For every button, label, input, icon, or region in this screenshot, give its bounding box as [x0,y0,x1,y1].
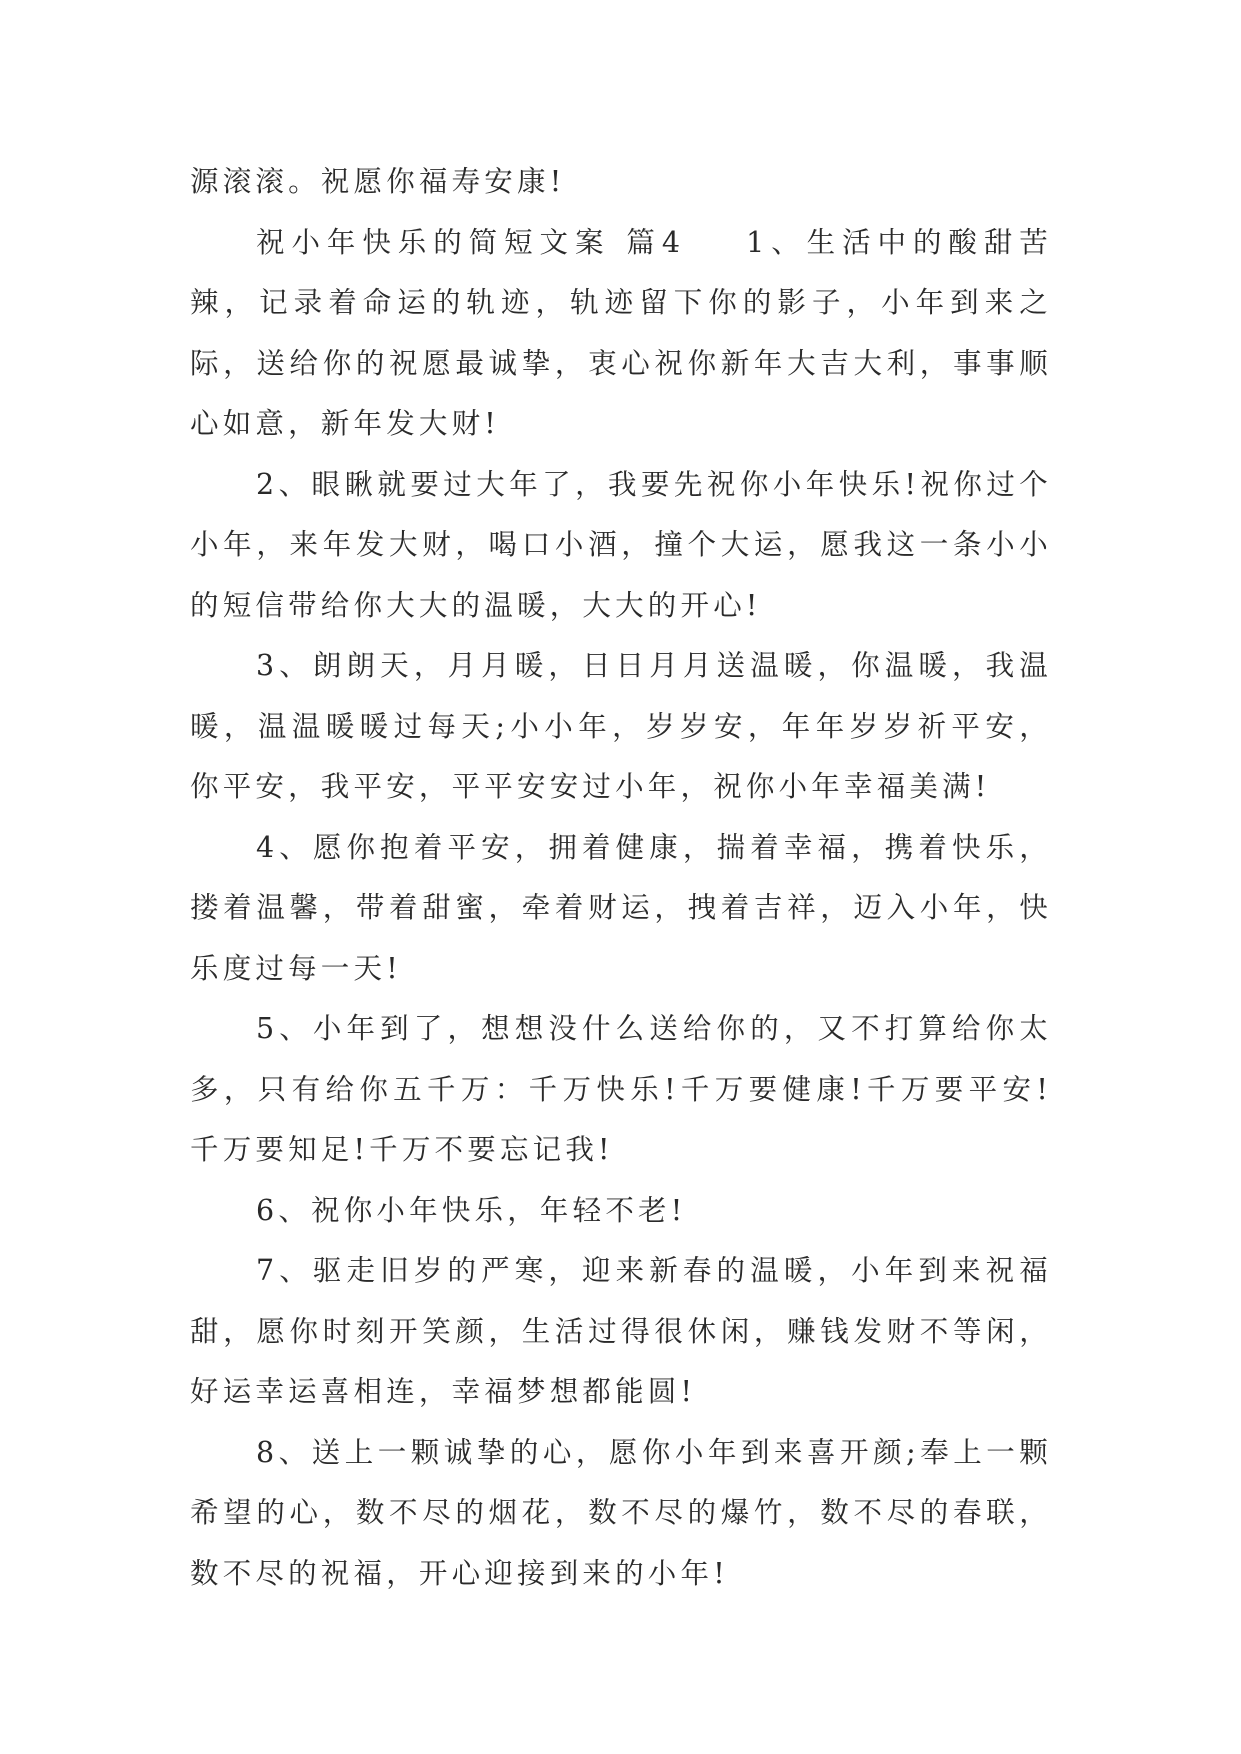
document-body [190,152,1052,1604]
paragraph-item-4 [190,818,1052,1000]
paragraph-item-7 [190,1241,1052,1423]
paragraph-item-3 [190,636,1052,818]
paragraph-text: 5、小年到了，想想没什么送给你的，又不打算给你太多，只有给你五千万：千万快乐!千万要健康!千万要平安!千万要知足!千万不要忘记我! [190,1012,1052,1166]
paragraph-text: 4、愿你抱着平安，拥着健康，揣着幸福，携着快乐，搂着温馨，带着甜蜜，牵着财运，拽着吉祥，迈入小年，快乐度过每一天! [190,830,1052,985]
paragraph-text: 8、送上一颗诚挚的心，愿你小年到来喜开颜;奉上一颗希望的心，数不尽的烟花，数不尽的爆竹，数不尽的春联，数不尽的祝福，开心迎接到来的小年! [190,1435,1052,1590]
paragraph-text: 3、朗朗天，月月暖，日日月月送温暖，你温暖，我温暖，温温暖暖过每天;小小年，岁岁安，年年岁岁祈平安，你平安，我平安，平平安安过小年，祝你小年幸福美满! [190,649,1052,803]
paragraph-continuation [190,152,1052,213]
paragraph-item-8 [190,1423,1052,1605]
paragraph-text: 7、驱走旧岁的严寒，迎来新春的温暖，小年到来祝福甜，愿你时刻开笑颜，生活过得很休闲，赚钱发财不等闲，好运幸运喜相连，幸福梦想都能圆! [190,1254,1052,1408]
paragraph-text: 源滚滚。祝愿你福寿安康! [190,165,566,198]
paragraph-item-5 [190,999,1052,1181]
paragraph-text: 1、生活中的酸甜苦辣，记录着命运的轨迹，轨迹留下你的影子，小年到来之际，送给你的祝愿最诚挚，衷心祝你新年大吉大利，事事顺心如意，新年发大财! [190,225,1052,440]
paragraph-item-1 [190,213,1052,455]
paragraph-text: 2、眼瞅就要过大年了，我要先祝你小年快乐!祝你过个小年，来年发大财，喝口小酒，撞个大运，愿我这一条小小的短信带给你大大的温暖，大大的开心! [190,467,1052,622]
paragraph-item-2 [190,455,1052,637]
paragraph-text: 6、祝你小年快乐，年轻不老! [256,1193,687,1227]
paragraph-item-6 [190,1181,1052,1242]
section-heading: 祝小年快乐的简短文案 篇4 [256,225,685,259]
